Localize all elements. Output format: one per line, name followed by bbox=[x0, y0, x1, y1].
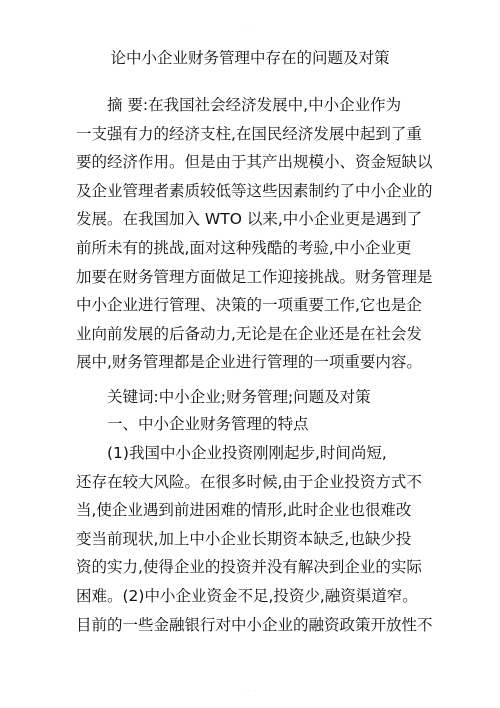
body-line: 资的实力,使得企业的投资并没有解决到企业的实际 bbox=[76, 558, 422, 577]
abstract-line: 要的经济作用。但是由于其产出规模小、资金短缺以 bbox=[76, 153, 433, 172]
abstract-line: 及企业管理者素质较低等这些因素制约了中小企业的 bbox=[76, 181, 433, 200]
keywords-line: 关键词:中小企业;财务管理;问题及对策 bbox=[76, 388, 371, 406]
section-heading: 一、中小企业财务管理的特点 bbox=[76, 415, 309, 433]
abstract-line: 业向前发展的后备动力,无论是在企业还是在社会发 bbox=[76, 324, 422, 343]
abstract-line: 展中,财务管理都是企业进行管理的一项重要内容。 bbox=[76, 353, 422, 372]
abstract-line: 中小企业进行管理、决策的一项重要工作,它也是企 bbox=[76, 296, 422, 315]
abstract-line: 前所未有的挑战,面对这种残酷的考验,中小企业更 bbox=[76, 238, 412, 257]
body-line: 困难。(2)中小企业资金不足,投资少,融资渠道窄。 bbox=[76, 586, 418, 605]
footer-watermark: · · · bbox=[242, 688, 258, 695]
document-title: 论中小企业财务管理中存在的问题及对策 bbox=[110, 49, 390, 67]
body-line: 当,使企业遇到前进困难的情形,此时企业也很难改 bbox=[76, 501, 412, 520]
abstract-line: 发展。在我国加入 WTO 以来,中小企业更是遇到了 bbox=[76, 210, 423, 229]
body-line: 还存在较大风险。在很多时候,由于企业投资方式不 bbox=[76, 472, 422, 491]
body-line: (1)我国中小企业投资刚刚起步,时间尚短, bbox=[76, 444, 387, 462]
abstract-paragraph bbox=[76, 91, 436, 377]
body-line: 变当前现状,加上中小企业长期资本缺乏,也缺少投 bbox=[76, 529, 412, 548]
body-paragraph bbox=[76, 439, 436, 639]
body-line: 目前的一些金融银行对中小企业的融资政策开放性不 bbox=[76, 615, 433, 634]
header-watermark: · · bbox=[245, 28, 255, 35]
abstract-line: 加要在财务管理方面做足工作迎接挑战。财务管理是 bbox=[76, 267, 433, 286]
abstract-line: 摘 要:在我国社会经济发展中,中小企业作为 bbox=[76, 96, 402, 114]
abstract-line: 一支强有力的经济支柱,在国民经济发展中起到了重 bbox=[76, 124, 422, 143]
